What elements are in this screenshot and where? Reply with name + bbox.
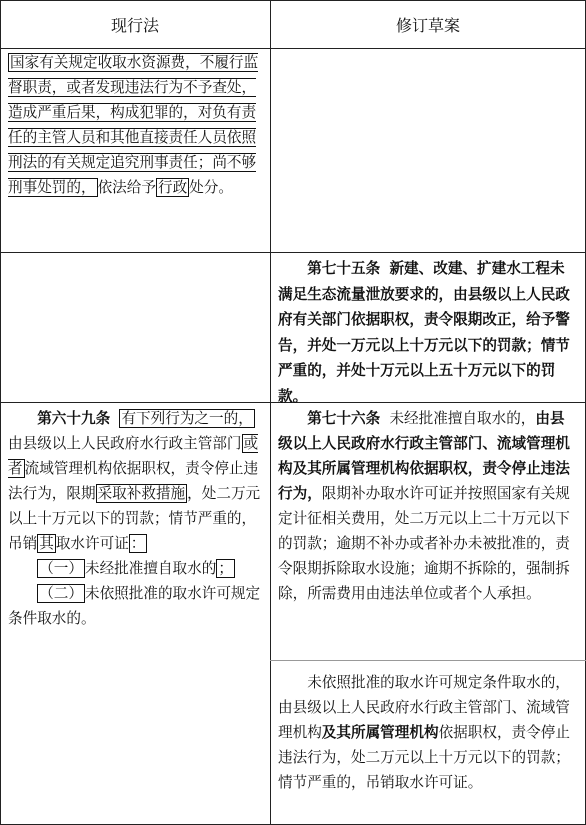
text-segment: 流域管理机构依据职权，责令停止违法行为，限期 [8, 460, 259, 502]
article-number: 第七十六条 [307, 410, 381, 427]
text-segment: 由县级以上人民政府水行政主管部门 [8, 435, 242, 452]
paragraph-divider [270, 660, 586, 661]
boxed-deleted-text: 其 [39, 535, 54, 552]
text-segment: ，处二万元以上十万元以下的罚款；情节严重的，吊销 [8, 485, 261, 552]
header-current-law: 现行法 [110, 15, 159, 35]
article-number: 第七十五条 [307, 260, 381, 277]
added-text: 由县级以上人民政府水行政主管部门、流域管理机构及其所属管理机构依据职权，责令停止违法行为， [278, 410, 570, 502]
boxed-deleted-text: 行政 [157, 179, 188, 196]
text-segment: 依法给予 [97, 179, 156, 196]
text-segment: 依据职权，责令停止违法行为，处二万元以上十万元以下的罚款；情节严重的，吊销取水许可证。 [278, 724, 570, 791]
text-segment: 未依照批准的取水许可规定条件取水的，由县级以上人民政府水行政主管部门、流域管理机构 [278, 674, 570, 741]
article-number: 第六十九条 [37, 410, 111, 427]
text-segment: 取水许可证 [55, 535, 129, 552]
boxed-deleted-text: ： [130, 535, 146, 552]
column-divider [270, 0, 271, 825]
item-text: 未经批准擅自取水的 [84, 560, 217, 577]
row3-current-law-text [8, 406, 264, 631]
text-segment: 处分。 [189, 179, 233, 196]
row2-draft-text [278, 256, 578, 409]
row-divider-1 [0, 252, 586, 253]
boxed-deleted-text: 或者 [8, 435, 259, 477]
added-text: 及其所属管理机构 [321, 724, 439, 741]
boxed-deleted-text: 有下列行为之一的， [121, 410, 253, 427]
boxed-deleted-text: 采取补救措施 [97, 485, 186, 502]
header-draft-revision: 修订草案 [395, 15, 460, 35]
boxed-deleted-text: 国家有关规定收取水资源费，不履行监督职责，或者发现违法行为不予查处，造成严重后果，构成犯罪的，对负有责任的主管人员和其他直接责任人员依照刑法的有关规定追究刑事责任；尚不够刑事处罚的， [8, 54, 259, 196]
boxed-deleted-text: ； [218, 560, 233, 577]
text-segment: 限期补办取水许可证并按照国家有关规定计征相关费用，处二万元以上二十万元以下的罚款；逾期不补办或者补办未被批准的，责令限期拆除取水设施；逾期不拆除的，强制拆除，所需费用由违法单位或者个人承担。 [278, 485, 570, 602]
row3-draft-text-paragraph2 [278, 670, 578, 795]
row1-current-law-text [8, 50, 264, 200]
row3-draft-text [278, 406, 578, 606]
item-number: （一） [39, 560, 83, 577]
article-text: 新建、改建、扩建水工程未满足生态流量泄放要求的，由县级以上人民政府有关部门依据职权，责令限期改正，给予警告，并处一万元以上十万元以下的罚款；情节严重的，并处十万元以上五十万元以下的罚款。 [278, 260, 570, 405]
text-segment: 未经批准擅自取水的， [389, 410, 536, 427]
item-text: 未依照批准的取水许可规定条件取水的。 [8, 585, 261, 627]
table-border-left [0, 0, 1, 825]
item-number: （二） [39, 585, 83, 602]
header-divider [0, 48, 586, 49]
